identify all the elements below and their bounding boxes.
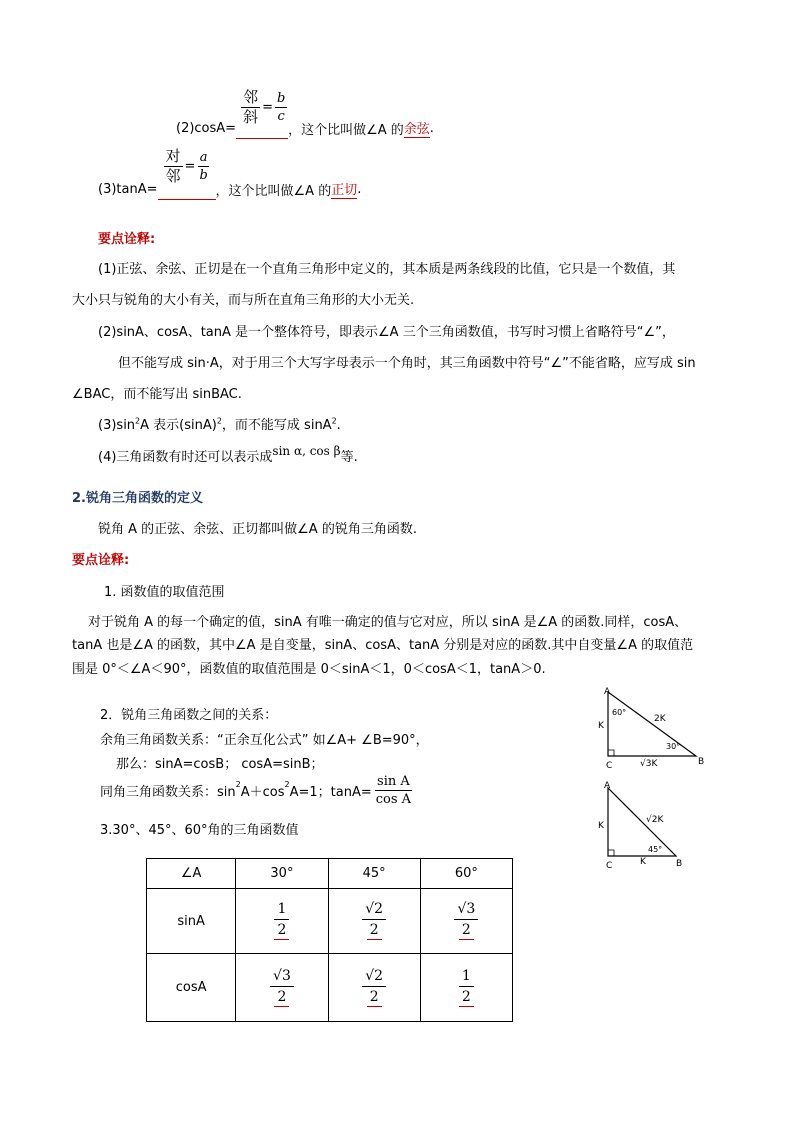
same-angle-relation: 同角三角函数关系：sin $^2$ A＋cos $^2$ A=1；tanA= $\frac{\text{sin A}}{\text{cos A}}$ — [100, 773, 412, 807]
cos-end: . — [429, 120, 434, 136]
tri1-base-label: √3K — [640, 759, 658, 769]
sin-30-cell — [236, 889, 328, 954]
cos-60-cell — [420, 954, 512, 1022]
cos-value-denominator: c — [277, 108, 285, 124]
triangle-30-60-shape — [608, 692, 696, 756]
sqrt-symbol: √ — [457, 901, 467, 917]
cofunction-then: 那么：sinA=cosB； cosA=sinB； — [116, 757, 324, 772]
item-3-table-title: 3.30°、45°、60°角的三角函数值 — [100, 823, 299, 838]
keypoint-2-line-1: (2)sinA、cosA、tanA 是一个整体符号，即表示∠A 三个三角函数值，书写时习惯上省略符号“∠”， — [98, 325, 675, 340]
fraction-numerator: 1 — [459, 969, 474, 987]
row-label-sin: sinA — [147, 889, 236, 954]
tan-prefix: (3)tanA= — [98, 181, 158, 197]
triangle-45-diagram — [596, 778, 696, 870]
tri2-vertex-a: A — [604, 781, 611, 791]
header-60: 60° — [420, 859, 512, 889]
item-1-range-title: 1. 函数值的取值范围 — [104, 585, 225, 600]
row-label-cos: cosA — [147, 954, 236, 1022]
fraction-denominator: 2 — [459, 920, 474, 940]
keypoint-3: $(3)\sin^2A$ 表示$(\sin A)^2$，而不能写成 sinA$^2$. — [98, 416, 341, 433]
table-header-row — [147, 859, 513, 889]
keypoints-heading-2: 要点诠释: — [72, 553, 130, 568]
tan-equals: = — [184, 158, 196, 174]
radicand: 3 — [466, 901, 476, 917]
header-angle: ∠A — [147, 859, 236, 889]
fraction-numerator — [454, 902, 478, 920]
keypoint-2-line-3: ∠BAC，而不能写出 sinBAC. — [72, 387, 242, 402]
fraction-denominator: 2 — [367, 987, 382, 1007]
tri1-leg-label: K — [598, 721, 604, 731]
tan-ratio-numerator: 对 — [165, 146, 181, 165]
item-2-relations-title: 2．锐角三角函数之间的关系： — [100, 708, 278, 723]
range-line-2: tanA 也是∠A 的函数，其中∠A 是自变量，sinA、cosA、tanA 分别是对应的函数.其中自变量∠A 的取值范 — [72, 638, 694, 653]
tri1-vertex-a: A — [604, 687, 611, 697]
keypoint-1-line-1: (1)正弦、余弦、正切是在一个直角三角形中定义的，其本质是两条线段的比值，它只是一个数值，其 — [98, 262, 676, 277]
tri1-hypotenuse-label: 2K — [654, 714, 666, 724]
sqrt-symbol: √ — [365, 967, 375, 984]
section-2-definition: 锐角 A 的正弦、余弦、正切都叫做∠A 的锐角三角函数. — [98, 522, 417, 537]
cos-ratio-numerator: 邻 — [243, 87, 259, 106]
header-30: 30° — [236, 859, 328, 889]
keypoint-2-line-2: 但不能写成 sin·A，对于用三个大写字母表示一个角时，其三角函数中符号“∠”不能省略，应写成 sin — [118, 356, 696, 371]
tri2-vertex-b: B — [676, 859, 683, 869]
radicand: 3 — [281, 967, 291, 984]
fraction-denominator: 2 — [274, 920, 289, 940]
tan-value-denominator: b — [199, 167, 208, 183]
tri2-base-label: K — [640, 857, 646, 867]
tri2-vertex-c: C — [606, 861, 613, 870]
fraction — [362, 902, 386, 940]
range-line-1: 对于锐角 A 的每一个确定的值，sinA 有唯一确定的值与它对应，所以 sinA 是∠A 的函数.同样，cosA、 — [88, 615, 688, 630]
triangle-30-60-diagram — [596, 684, 716, 772]
tan-value-numerator: a — [199, 149, 208, 165]
cos-definition — [176, 87, 434, 152]
cos-45-cell — [328, 954, 420, 1022]
fraction-numerator: 1 — [274, 902, 289, 920]
tri2-hypotenuse-label: √2K — [646, 815, 664, 825]
header-45: 45° — [328, 859, 420, 889]
sin-45-cell — [328, 889, 420, 954]
trig-values-table — [146, 858, 513, 1022]
range-line-3: 围是 0°＜∠A＜90°，函数值的取值范围是 0＜sinA＜1，0＜cosA＜1，tanA＞0. — [72, 662, 546, 677]
keypoints-heading-1: 要点诠释: — [98, 232, 156, 247]
tan-definition — [98, 146, 362, 214]
sin-60-cell — [420, 889, 512, 954]
fraction — [270, 969, 294, 1007]
tan-ratio-blank — [158, 146, 216, 200]
keypoint-1-line-2: 大小只与锐角的大小有关，而与所在直角三角形的大小无关. — [72, 293, 415, 308]
cos-ratio-blank — [236, 87, 288, 139]
tri1-vertex-c: C — [606, 761, 613, 771]
cos-equals: = — [262, 99, 273, 115]
fraction-numerator — [362, 902, 386, 920]
tan-identity-denominator: cos A — [375, 791, 412, 807]
tri2-leg-label: K — [598, 821, 604, 831]
cos-prefix: (2)cosA= — [176, 120, 237, 136]
cos-30-cell — [236, 954, 328, 1022]
fraction — [274, 902, 289, 940]
fraction — [362, 969, 386, 1007]
tan-ratio-denominator: 邻 — [165, 166, 181, 185]
keypoint-4: (4)三角函数有时还可以表示成sin α, cos β等. — [98, 444, 358, 465]
sqrt-symbol: √ — [273, 967, 282, 984]
cos-value-numerator: b — [277, 90, 286, 106]
fraction-denominator: 2 — [274, 987, 289, 1007]
fraction-numerator — [362, 969, 386, 987]
fraction-denominator: 2 — [459, 987, 474, 1007]
tan-term: 正切 — [331, 179, 357, 199]
sqrt-symbol: √ — [365, 901, 375, 917]
tan-identity-numerator: sin A — [377, 773, 410, 789]
tri1-vertex-b: B — [698, 757, 705, 767]
radicand: 2 — [374, 967, 384, 984]
table-row-cos — [147, 954, 513, 1022]
cofunction-relation: 余角三角函数关系：“正余互化公式” 如∠A+ ∠B=90°， — [100, 733, 429, 748]
section-2-title: 2.锐角三角函数的定义 — [72, 491, 203, 506]
cos-ratio-denominator: 斜 — [243, 107, 259, 126]
radicand: 2 — [374, 901, 384, 917]
fraction — [459, 969, 474, 1007]
tri1-angle-a: 60° — [612, 708, 627, 717]
tan-suffix: ，这个比叫做∠A 的 — [215, 183, 332, 199]
cos-suffix: ，这个比叫做∠A 的 — [288, 122, 404, 138]
fraction-numerator — [270, 969, 294, 987]
tri1-angle-b: 30° — [666, 742, 681, 751]
keypoint-4-math: sin α, cos β — [272, 444, 341, 458]
cos-term: 余弦 — [404, 118, 430, 138]
fraction-denominator: 2 — [367, 920, 382, 940]
tan-end: . — [357, 181, 362, 197]
fraction — [454, 902, 478, 940]
tri2-angle-label: 45° — [648, 845, 663, 854]
table-row-sin — [147, 889, 513, 954]
triangle-45-shape — [608, 788, 676, 856]
